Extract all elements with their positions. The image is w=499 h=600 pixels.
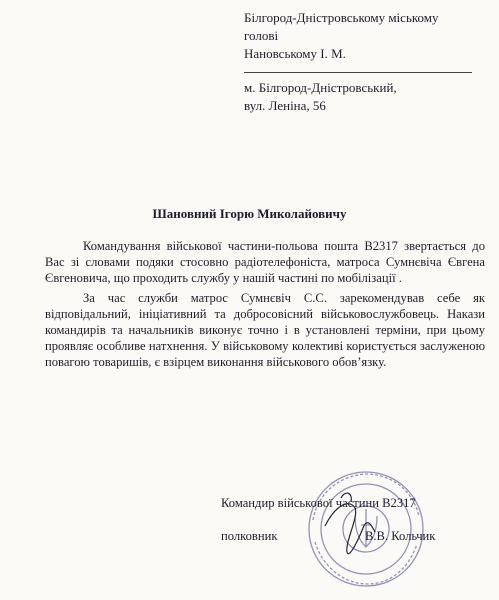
salutation: Шановний Ігорю Миколайовичу [152, 206, 347, 221]
recipient-address-line-2: вул. Леніна, 56 [244, 98, 326, 113]
recipient-address-line-1: м. Білгород-Дністровський, [244, 80, 397, 95]
signature-rank: полковник [221, 529, 278, 543]
paragraph-2: За час служби матрос Сумнєвіч С.С. зарекомендував себе як відповідальний, ініціативний та добросовісний військовослужбовець. Накази командирів та начальників виконує точно і в установлені терміни, при цьому проявляє особливе натхнення. У військовому колективі користується заслуженою повагою товаришів, є взірцем виконання військового обов’язку. [45, 291, 485, 369]
recipient-line-1: Білгород-Дністровському міському [244, 10, 439, 25]
paragraph-1: Командування військової частини-польова пошта В2317 звертається до Вас зі словами подяки стосовно радіотелефоніста, матроса Сумнєвіча Євгена Євгеновича, що проходить службу у нашій частині по мобілізації . [45, 239, 485, 285]
letter-body [45, 238, 485, 374]
recipient-line-2: голові [244, 28, 279, 43]
recipient-divider [244, 72, 472, 73]
signature-title: Командир військової частини В2317 [221, 496, 416, 510]
signature-name: В.В. Кольчик [365, 529, 436, 543]
recipient-line-3: Нановському І. М. [244, 46, 346, 61]
